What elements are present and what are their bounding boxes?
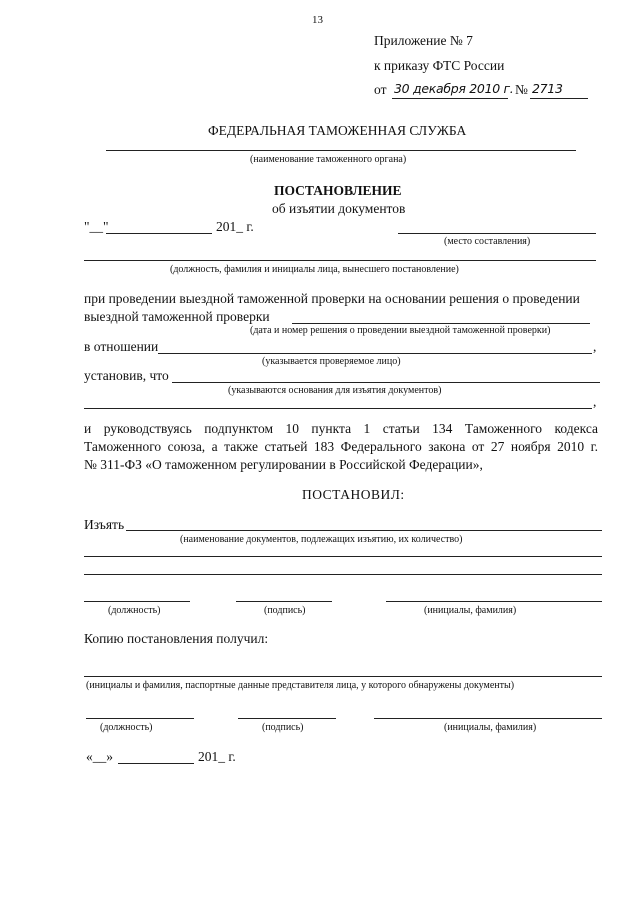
appendix-number: Приложение № 7 [374, 33, 473, 48]
guided-line3: № 311-ФЗ «О таможенном регулировании в Российской Федерации», [84, 457, 483, 472]
signature1-signature-caption: (подпись) [264, 605, 306, 616]
date-quote: "__" [84, 219, 109, 234]
appendix-date-value: 30 декабря 2010 г. [394, 81, 514, 96]
established-caption: (указываются основания для изъятия документов) [228, 385, 442, 396]
date-year: 201_ г. [216, 219, 254, 234]
authority-caption: (наименование таможенного органа) [250, 154, 407, 165]
copy-received-label: Копию постановления получил: [84, 631, 269, 646]
decided-heading: ПОСТАНОВИЛ: [302, 487, 405, 502]
official-caption: (должность, фамилия и инициалы лица, вынесшего постановление) [170, 264, 459, 275]
established-comma: , [593, 394, 597, 409]
regarding-comma: , [593, 339, 597, 354]
appendix-order: к приказу ФТС России [374, 58, 505, 73]
guided-line2: Таможенного союза, а также статьей 183 Федерального закона от 27 ноября 2010 г. [84, 439, 598, 454]
document-title: ПОСТАНОВЛЕНИЕ [274, 183, 402, 198]
established-label: установив, что [84, 368, 169, 383]
signature2-name-caption: (инициалы, фамилия) [444, 722, 537, 733]
document-subtitle: об изъятии документов [272, 201, 406, 216]
signature1-position-caption: (должность) [108, 605, 161, 616]
signature2-signature-caption: (подпись) [262, 722, 304, 733]
appendix-number-prefix: № [515, 82, 528, 97]
final-date-year: 201_ г. [198, 749, 236, 764]
appendix-date-prefix: от [374, 82, 387, 97]
guided-line1: и руководствуясь подпунктом 10 пункта 1 статьи 134 Таможенного кодекса [84, 421, 598, 436]
inspection-caption: (дата и номер решения о проведении выездной таможенной проверки) [250, 325, 551, 336]
signature1-name-caption: (инициалы, фамилия) [424, 605, 517, 616]
seize-caption: (наименование документов, подлежащих изъятию, их количество) [180, 534, 463, 545]
inspection-line1: при проведении выездной таможенной проверки на основании решения о проведении [84, 291, 580, 306]
final-date-quote: «__» [86, 749, 113, 764]
page-number: 13 [312, 14, 323, 26]
appendix-number-value: 2713 [532, 81, 563, 96]
place-caption: (место составления) [444, 236, 531, 247]
authority-name: ФЕДЕРАЛЬНАЯ ТАМОЖЕННАЯ СЛУЖБА [208, 123, 467, 138]
regarding-label: в отношении [84, 339, 159, 354]
inspection-line2: выездной таможенной проверки [84, 309, 270, 324]
seize-label: Изъять [84, 517, 125, 532]
representative-caption: (инициалы и фамилия, паспортные данные представителя лица, у которого обнаружены документы) [86, 680, 515, 691]
regarding-caption: (указывается проверяемое лицо) [262, 356, 401, 367]
signature2-position-caption: (должность) [100, 722, 153, 733]
